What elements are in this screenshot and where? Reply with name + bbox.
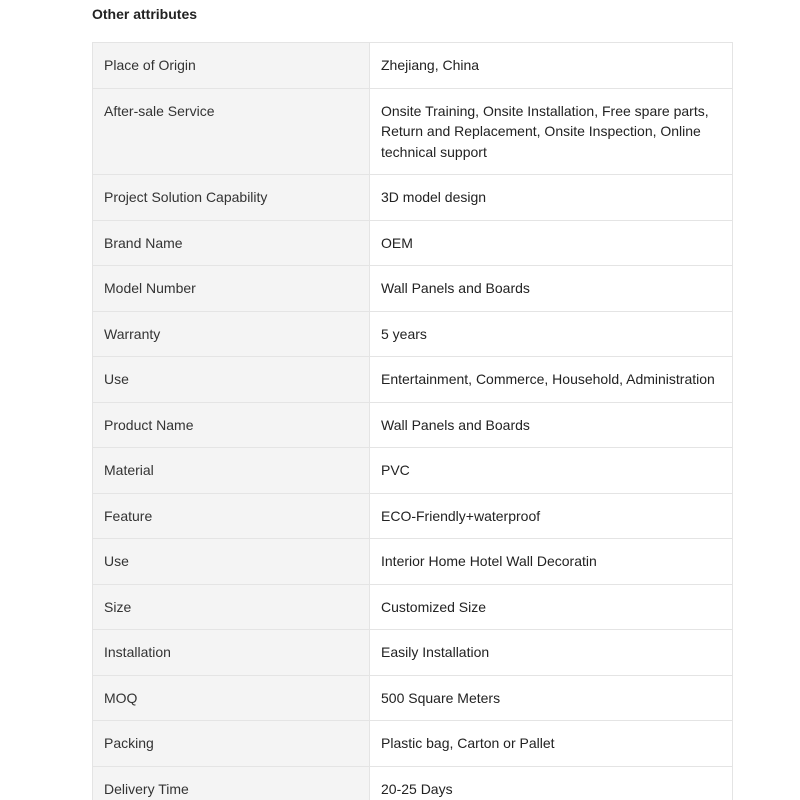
attributes-table <box>92 42 733 800</box>
attribute-key: Use <box>93 357 370 403</box>
attribute-key: Place of Origin <box>93 43 370 89</box>
table-row <box>93 493 733 539</box>
attribute-value: ECO-Friendly+waterproof <box>370 493 733 539</box>
attribute-key: Product Name <box>93 402 370 448</box>
table-row <box>93 357 733 403</box>
attributes-table-body <box>93 43 733 800</box>
table-row <box>93 539 733 585</box>
attribute-key: Project Solution Capability <box>93 175 370 221</box>
attribute-value: Wall Panels and Boards <box>370 402 733 448</box>
table-row <box>93 675 733 721</box>
attribute-value: PVC <box>370 448 733 494</box>
attribute-value: 5 years <box>370 311 733 357</box>
attribute-key: Delivery Time <box>93 766 370 800</box>
table-row <box>93 175 733 221</box>
attribute-value: OEM <box>370 220 733 266</box>
attribute-key: Material <box>93 448 370 494</box>
attribute-value: 20-25 Days <box>370 766 733 800</box>
attribute-key: Use <box>93 539 370 585</box>
attribute-value: Wall Panels and Boards <box>370 266 733 312</box>
table-row <box>93 630 733 676</box>
attribute-value: 500 Square Meters <box>370 675 733 721</box>
attribute-value: Entertainment, Commerce, Household, Administration <box>370 357 733 403</box>
attribute-key: Installation <box>93 630 370 676</box>
table-row <box>93 448 733 494</box>
attribute-key: Size <box>93 584 370 630</box>
table-row <box>93 721 733 767</box>
table-row <box>93 584 733 630</box>
table-row <box>93 88 733 175</box>
table-row <box>93 311 733 357</box>
attribute-key: Feature <box>93 493 370 539</box>
attribute-key: Model Number <box>93 266 370 312</box>
attribute-value: Easily Installation <box>370 630 733 676</box>
table-row <box>93 43 733 89</box>
attribute-key: MOQ <box>93 675 370 721</box>
table-row <box>93 220 733 266</box>
attribute-key: Packing <box>93 721 370 767</box>
attribute-value: Interior Home Hotel Wall Decoratin <box>370 539 733 585</box>
attribute-key: After-sale Service <box>93 88 370 175</box>
attribute-value: Onsite Training, Onsite Installation, Free spare parts, Return and Replacement, Onsite Inspection, Online technical support <box>370 88 733 175</box>
table-row <box>93 402 733 448</box>
attribute-value: Customized Size <box>370 584 733 630</box>
table-row <box>93 766 733 800</box>
attribute-value: Plastic bag, Carton or Pallet <box>370 721 733 767</box>
attribute-key: Brand Name <box>93 220 370 266</box>
table-row <box>93 266 733 312</box>
section-title: Other attributes <box>92 6 198 22</box>
attribute-value: Zhejiang, China <box>370 43 733 89</box>
attribute-value: 3D model design <box>370 175 733 221</box>
attribute-key: Warranty <box>93 311 370 357</box>
